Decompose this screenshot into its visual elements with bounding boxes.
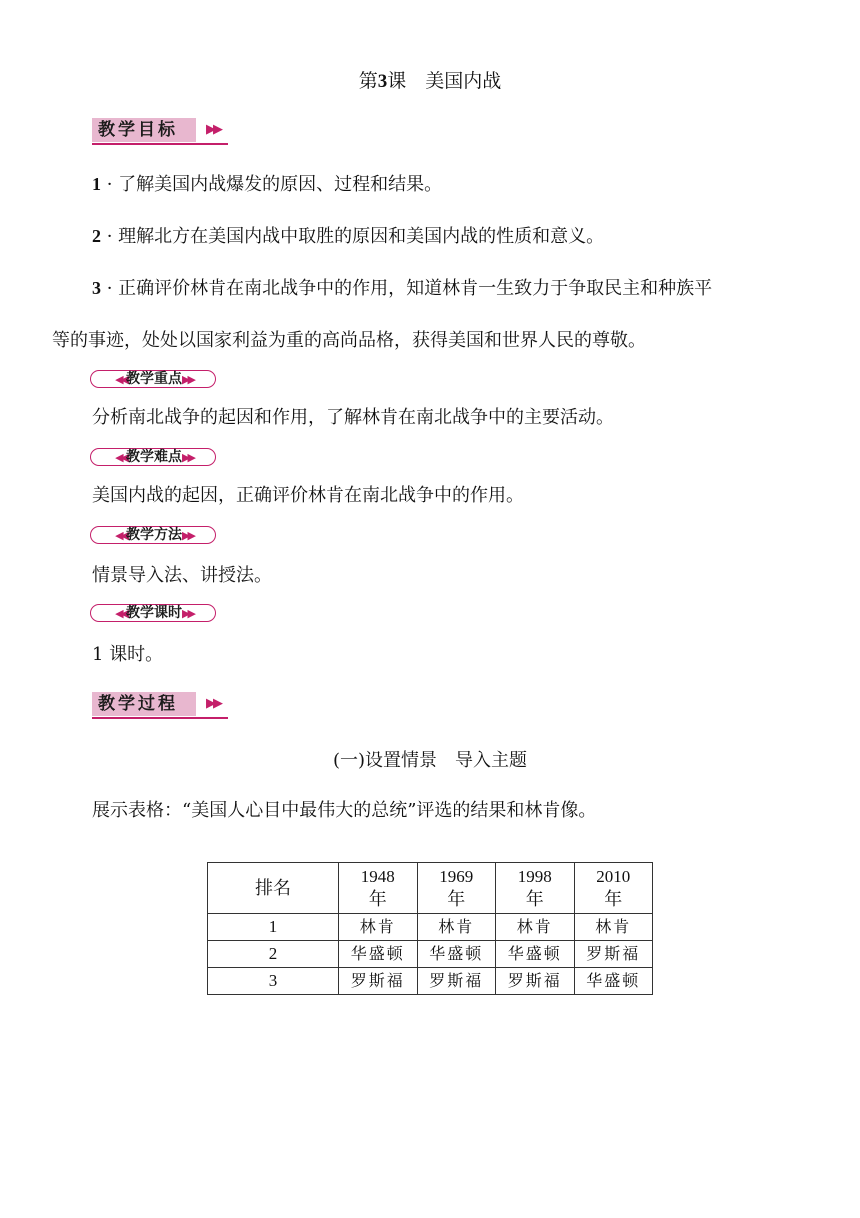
name-cell: 罗斯福 (339, 968, 418, 995)
objective-continuation: 等的事迹，处处以国家利益为重的高尚品格，获得美国和世界人民的尊敬。 (52, 330, 646, 351)
double-arrow-right-icon: ▶▶ (182, 373, 193, 386)
double-arrow-right-icon: ▶▶ (182, 607, 193, 620)
objective-text: 了解美国内战爆发的原因、过程和结果。 (118, 174, 443, 195)
section-header-objectives (92, 116, 228, 146)
section-label: 教学过程 (98, 694, 178, 714)
section-label: 教学目标 (98, 120, 178, 140)
table-row (208, 941, 653, 968)
double-arrow-icon: ▶▶ (206, 696, 220, 711)
double-arrow-icon: ▶▶ (206, 122, 220, 137)
table-row (208, 968, 653, 995)
objective-text: 正确评价林肯在南北战争中的作用，知道林肯一生致力于争取民主和种族平 (118, 278, 713, 299)
table-row (208, 914, 653, 941)
year-column-header: 1998 年 (496, 863, 575, 914)
name-cell: 林肯 (339, 914, 418, 941)
section-header-key-points (90, 368, 218, 392)
process-subheading: (一)设置情景 导入主题 (332, 750, 528, 771)
section-label: 教学难点 (126, 449, 182, 465)
name-cell: 林肯 (496, 914, 575, 941)
objective-item: 2 · 理解北方在美国内战中取胜的原因和美国内战的性质和意义。 (92, 226, 605, 247)
lesson-title (0, 66, 860, 93)
section-header-difficulties (90, 446, 218, 470)
name-cell: 罗斯福 (496, 968, 575, 995)
section-label: 教学课时 (126, 605, 182, 621)
section-header-process (92, 690, 228, 720)
objective-number: 1 (92, 174, 101, 194)
name-cell: 华盛顿 (339, 941, 418, 968)
table-header-row (208, 863, 653, 914)
objective-item: 3 · 正确评价林肯在南北战争中的作用，知道林肯一生致力于争取民主和种族平 (92, 278, 713, 299)
name-cell: 华盛顿 (417, 941, 496, 968)
name-cell: 林肯 (574, 914, 653, 941)
section-header-methods (90, 524, 218, 548)
header-rule (92, 717, 228, 719)
process-intro: 展示表格：“美国人心目中最伟大的总统”评选的结果和林肯像。 (92, 800, 597, 821)
section-label: 教学重点 (126, 371, 182, 387)
objective-number: 2 (92, 226, 101, 246)
title-prefix: 第 (358, 70, 378, 92)
year-column-header: 1948 年 (339, 863, 418, 914)
objective-text: 理解北方在美国内战中取胜的原因和美国内战的性质和意义。 (118, 226, 605, 247)
name-cell: 华盛顿 (496, 941, 575, 968)
title-suffix: 课 (387, 70, 407, 92)
difficulties-text: 美国内战的起因，正确评价林肯在南北战争中的作用。 (92, 485, 524, 506)
rank-cell: 1 (208, 914, 339, 941)
name-cell: 罗斯福 (574, 941, 653, 968)
header-rule (92, 143, 228, 145)
title-number: 3 (377, 71, 388, 92)
double-arrow-right-icon: ▶▶ (182, 451, 193, 464)
name-cell: 华盛顿 (574, 968, 653, 995)
methods-text: 情景导入法、讲授法。 (92, 565, 272, 586)
double-arrow-right-icon: ▶▶ (182, 529, 193, 542)
key-points-text: 分析南北战争的起因和作用，了解林肯在南北战争中的主要活动。 (92, 407, 614, 428)
rank-cell: 2 (208, 941, 339, 968)
name-cell: 林肯 (417, 914, 496, 941)
rank-cell: 3 (208, 968, 339, 995)
hours-text: 1 课时。 (92, 644, 164, 665)
objective-item: 1 · 了解美国内战爆发的原因、过程和结果。 (92, 174, 443, 195)
double-arrow-left-icon: ◀◀ (115, 451, 126, 464)
title-name: 美国内战 (425, 70, 502, 92)
rank-column-header: 排名 (208, 863, 339, 914)
section-label: 教学方法 (126, 527, 182, 543)
president-ranking-table (207, 862, 653, 995)
year-column-header: 1969 年 (417, 863, 496, 914)
double-arrow-left-icon: ◀◀ (115, 529, 126, 542)
double-arrow-left-icon: ◀◀ (115, 373, 126, 386)
double-arrow-left-icon: ◀◀ (115, 607, 126, 620)
objective-number: 3 (92, 278, 101, 298)
year-column-header: 2010 年 (574, 863, 653, 914)
section-header-hours (90, 602, 218, 626)
name-cell: 罗斯福 (417, 968, 496, 995)
